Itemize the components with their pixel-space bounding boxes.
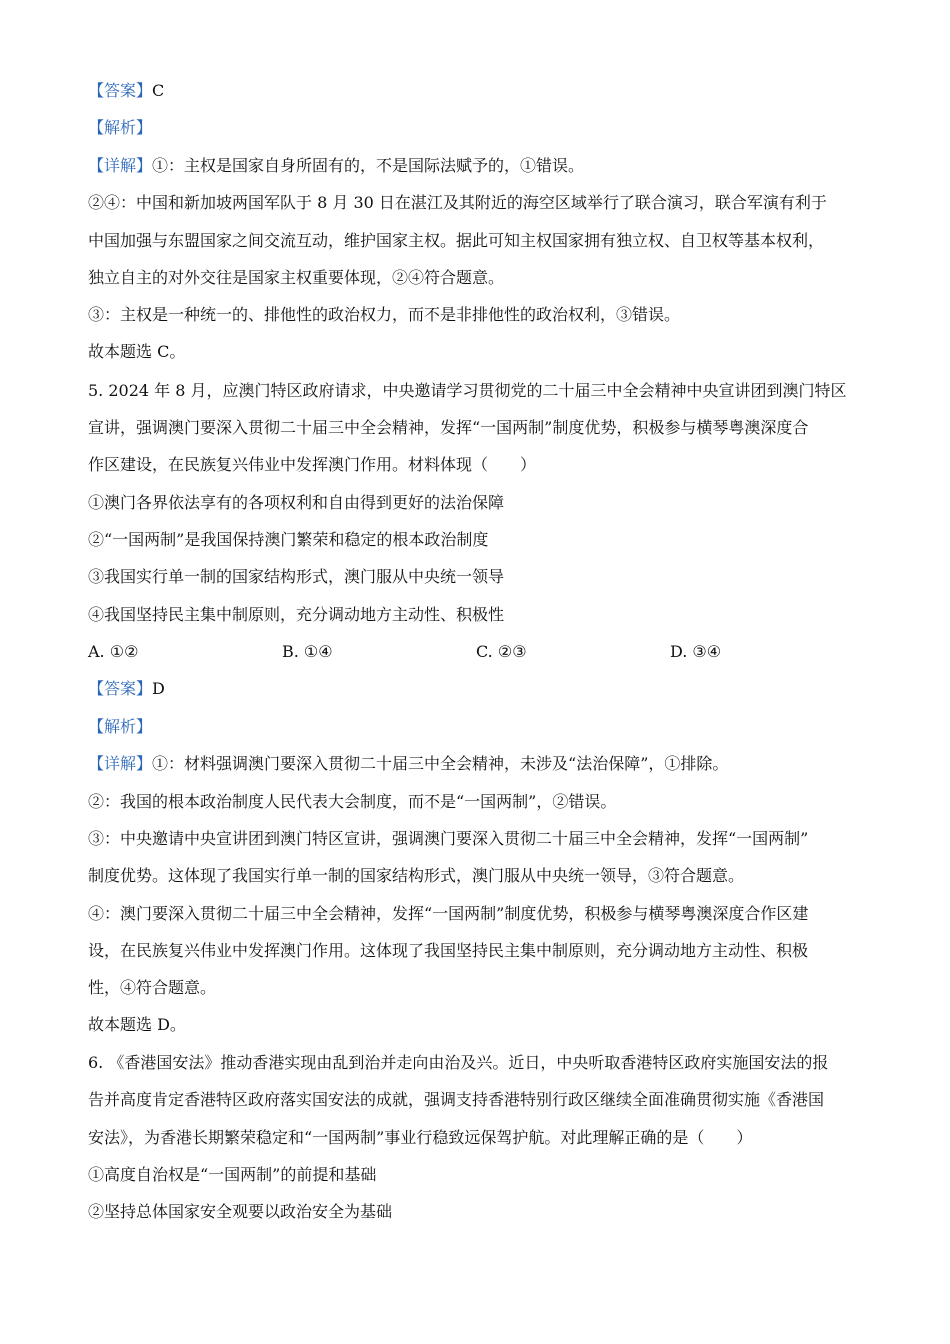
detail-tag: 【详解】 [88, 754, 153, 773]
answer-tag: 【答案】 [88, 81, 153, 100]
q5-statement-2: ②“一国两制”是我国保持澳门繁荣和稳定的根本政治制度 [88, 530, 489, 549]
q6-statement-2: ②坚持总体国家安全观要以政治安全为基础 [88, 1202, 393, 1221]
q5-statement-3: ③我国实行单一制的国家结构形式，澳门服从中央统一领导 [88, 567, 505, 586]
q6-statement-1: ①高度自治权是“一国两制”的前提和基础 [88, 1165, 377, 1184]
q5-detail-line-1: 【详解】①：材料强调澳门要深入贯彻二十届三中全会精神，未涉及“法治保障”，①排除。 [88, 754, 729, 773]
q6-stem-line-1: 6. 《香港国安法》推动香港实现由乱到治并走向由治及兴。近日，中央听取香港特区政府实施国安法的报 [88, 1053, 829, 1072]
q4-detail-line-1: 【详解】①：主权是国家自身所固有的，不是国际法赋予的，①错误。 [88, 156, 585, 175]
q5-option-c: C. ②③ [476, 642, 527, 661]
q5-stem-line-2: 宣讲，强调澳门要深入贯彻二十届三中全会精神，发挥“一国两制”制度优势，积极参与横琴粤澳深度合 [88, 418, 809, 437]
q5-conclusion: 故本题选 D。 [88, 1015, 186, 1034]
q6-stem-line-3: 安法》，为香港长期繁荣稳定和“一国两制”事业行稳致远保驾护航。对此理解正确的是（ ） [88, 1128, 753, 1147]
q4-analysis-tag: 【解析】 [88, 118, 153, 137]
q6-stem-line-2: 告并高度肯定香港特区政府落实国安法的成就，强调支持香港特别行政区继续全面准确贯彻实施《香港国 [88, 1090, 825, 1109]
q4-conclusion: 故本题选 C。 [88, 342, 186, 361]
detail-tag: 【详解】 [88, 156, 153, 175]
q5-detail-line-4: 制度优势。这体现了我国实行单一制的国家结构形式，澳门服从中央统一领导，③符合题意。 [88, 866, 745, 885]
q5-stem-line-3: 作区建设，在民族复兴伟业中发挥澳门作用。材料体现（ ） [88, 455, 537, 474]
answer-tag: 【答案】 [88, 679, 153, 698]
q5-detail-line-7: 性，④符合题意。 [88, 978, 217, 997]
q5-option-d: D. ③④ [670, 642, 722, 661]
q4-answer [88, 80, 164, 102]
q5-statement-4: ④我国坚持民主集中制原则，充分调动地方主动性、积极性 [88, 605, 505, 624]
q5-statement-1: ①澳门各界依法享有的各项权利和自由得到更好的法治保障 [88, 493, 505, 512]
q4-detail-line-5: ③：主权是一种统一的、排他性的政治权力，而不是非排他性的政治权利，③错误。 [88, 305, 681, 324]
q5-detail-line-6: 设，在民族复兴伟业中发挥澳门作用。这体现了我国坚持民主集中制原则，充分调动地方主动性、积极 [88, 941, 809, 960]
q5-stem-line-1: 5. 2024 年 8 月，应澳门特区政府请求，中央邀请学习贯彻党的二十届三中全会精神中央宣讲团到澳门特区 [88, 381, 847, 400]
q5-detail-line-2: ②：我国的根本政治制度人民代表大会制度，而不是“一国两制”，②错误。 [88, 792, 617, 811]
answer-value: C [152, 81, 165, 100]
q5-option-a: A. ①② [88, 642, 139, 661]
q5-option-b: B. ①④ [282, 642, 333, 661]
q5-detail-line-5: ④：澳门要深入贯彻二十届三中全会精神，发挥“一国两制”制度优势，积极参与横琴粤澳深度合作区建 [88, 904, 809, 923]
q5-detail-line-3: ③：中央邀请中央宣讲团到澳门特区宣讲，强调澳门要深入贯彻二十届三中全会精神，发挥“一国两制” [88, 829, 809, 848]
q5-analysis-tag: 【解析】 [88, 717, 153, 736]
q4-detail-line-4: 独立自主的对外交往是国家主权重要体现，②④符合题意。 [88, 268, 505, 287]
q4-detail-line-2: ②④：中国和新加坡两国军队于 8 月 30 日在湛江及其附近的海空区域举行了联合演习，联合军演有利于 [88, 193, 827, 212]
q5-answer [88, 678, 165, 700]
q4-detail-line-3: 中国加强与东盟国家之间交流互动，维护国家主权。据此可知主权国家拥有独立权、自卫权等基本权利， [88, 231, 825, 250]
answer-value: D [152, 679, 165, 698]
